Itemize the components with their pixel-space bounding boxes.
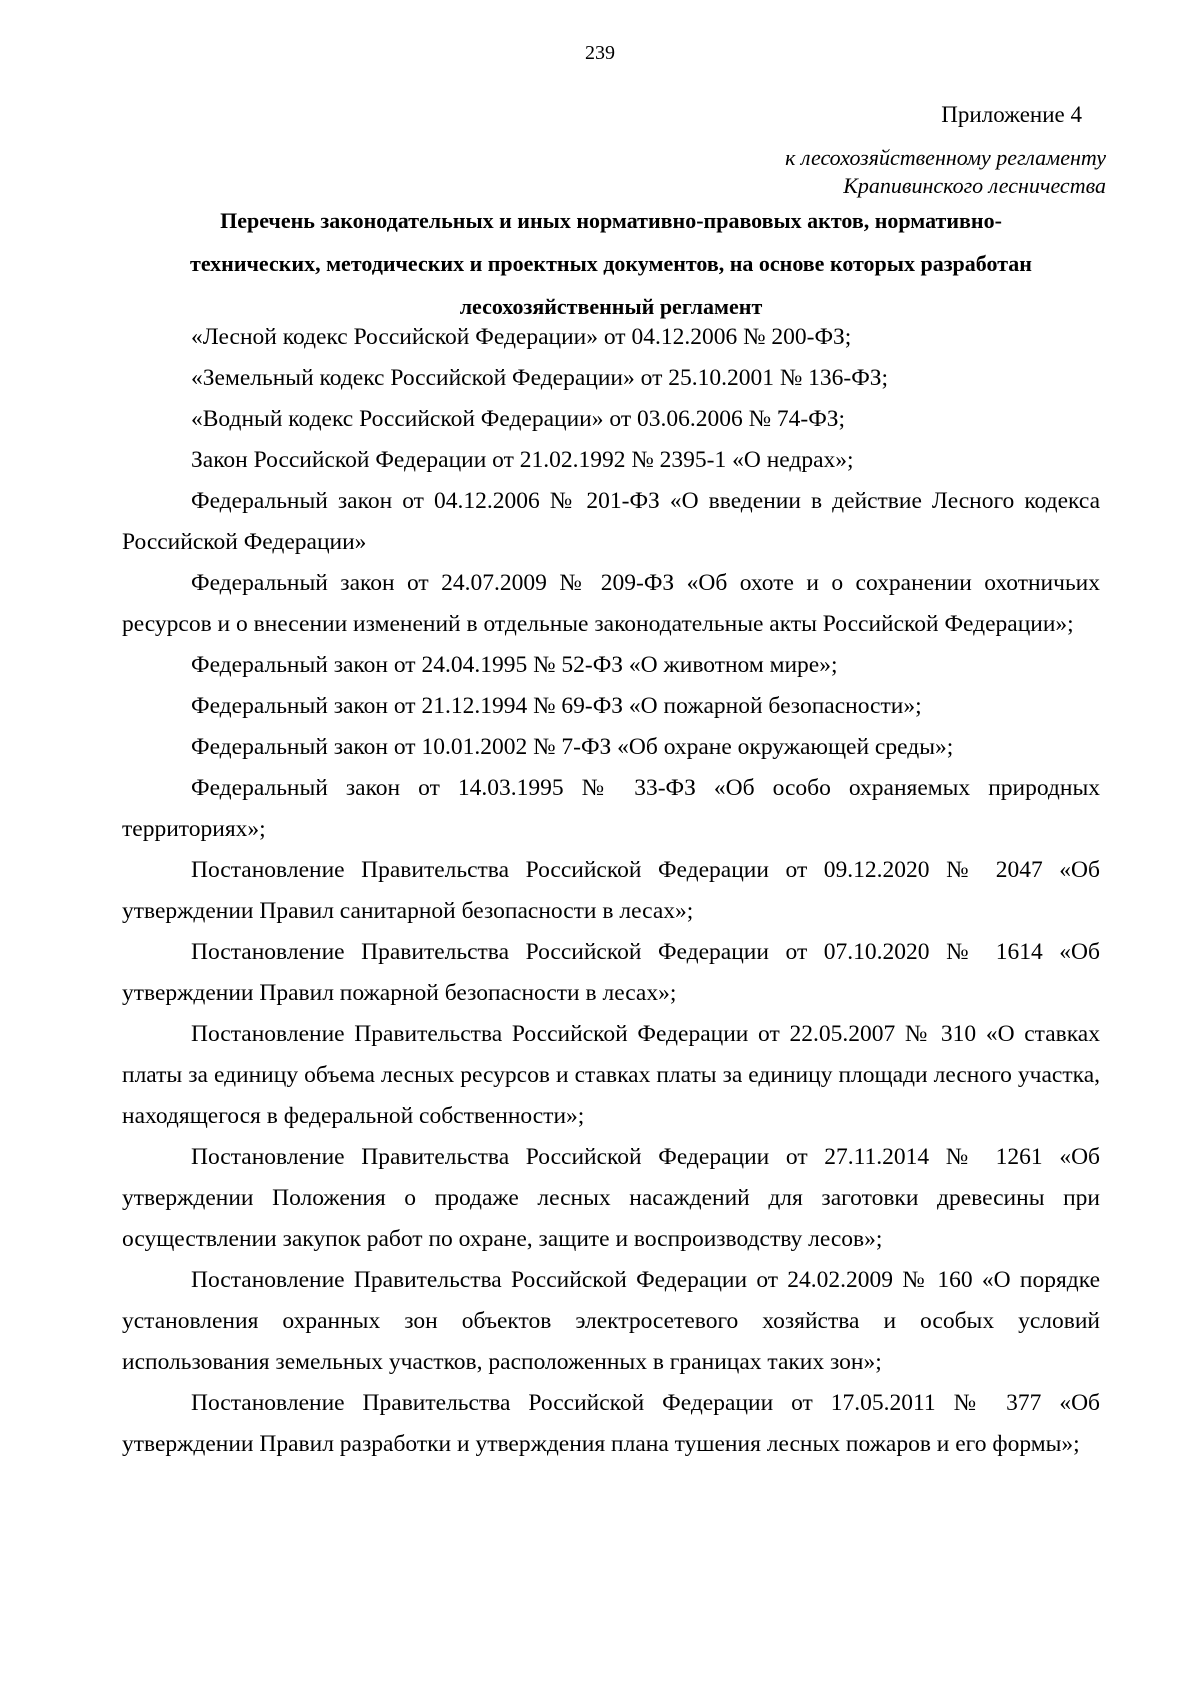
list-item: Федеральный закон от 10.01.2002 № 7-ФЗ «Об охране окружающей среды»; bbox=[191, 734, 954, 760]
document-title bbox=[122, 199, 1100, 328]
list-item: Федеральный закон от 21.12.1994 № 69-ФЗ «О пожарной безопасности»; bbox=[191, 693, 922, 719]
list-item: Закон Российской Федерации от 21.02.1992 № 2395-1 «О недрах»; bbox=[191, 447, 854, 473]
appendix-reference-line: к лесохозяйственному регламенту bbox=[785, 145, 1106, 170]
list-item: Федеральный закон от 04.12.2006 № 201-ФЗ «О введении в действие Лесного кодекса Российской Федерации» bbox=[122, 488, 1100, 555]
title-line: Перечень законодательных и иных нормативно-правовых актов, нормативно- bbox=[220, 208, 1002, 233]
list-item: «Земельный кодекс Российской Федерации» от 25.10.2001 № 136-ФЗ; bbox=[191, 365, 889, 391]
appendix-label: Приложение 4 bbox=[941, 102, 1082, 127]
list-item: Федеральный закон от 14.03.1995 № 33-ФЗ «Об особо охраняемых природных территориях»; bbox=[122, 775, 1100, 842]
list-item: Постановление Правительства Российской Федерации от 24.02.2009 № 160 «О порядке установления охранных зон объектов электросетевого хозяйства и особых условий использования земельных участков, расположенных в границах таких зон»; bbox=[122, 1267, 1100, 1375]
list-item: «Водный кодекс Российской Федерации» от 03.06.2006 № 74-ФЗ; bbox=[191, 406, 846, 432]
list-item: «Лесной кодекс Российской Федерации» от 04.12.2006 № 200-ФЗ; bbox=[191, 324, 852, 350]
list-item: Постановление Правительства Российской Федерации от 17.05.2011 № 377 «Об утверждении Правил разработки и утверждения плана тушения лесных пожаров и его формы»; bbox=[122, 1390, 1100, 1457]
legal-acts-list bbox=[122, 317, 1100, 1465]
appendix-reference-line: Крапивинского лесничества bbox=[843, 173, 1106, 198]
appendix-reference bbox=[785, 144, 1106, 200]
title-line: лесохозяйственный регламент bbox=[459, 294, 763, 319]
list-item: Федеральный закон от 24.07.2009 № 209-ФЗ «Об охоте и о сохранении охотничьих ресурсов и о внесении изменений в отдельные законодательные акты Российской Федерации»; bbox=[122, 570, 1100, 637]
list-item: Постановление Правительства Российской Федерации от 09.12.2020 № 2047 «Об утверждении Правил санитарной безопасности в лесах»; bbox=[122, 857, 1100, 924]
list-item: Федеральный закон от 24.04.1995 № 52-ФЗ «О животном мире»; bbox=[191, 652, 838, 678]
list-item: Постановление Правительства Российской Федерации от 27.11.2014 № 1261 «Об утверждении Положения о продаже лесных насаждений для заготовки древесины при осуществлении закупок работ по охране, защите и воспроизводству лесов»; bbox=[122, 1144, 1100, 1252]
page-number: 239 bbox=[585, 42, 615, 64]
title-line: технических, методических и проектных документов, на основе которых разработан bbox=[190, 251, 1032, 276]
list-item: Постановление Правительства Российской Федерации от 22.05.2007 № 310 «О ставках платы за единицу объема лесных ресурсов и ставках платы за единицу площади лесного участка, находящегося в федеральной собственности»; bbox=[122, 1021, 1100, 1129]
list-item: Постановление Правительства Российской Федерации от 07.10.2020 № 1614 «Об утверждении Правил пожарной безопасности в лесах»; bbox=[122, 939, 1100, 1006]
